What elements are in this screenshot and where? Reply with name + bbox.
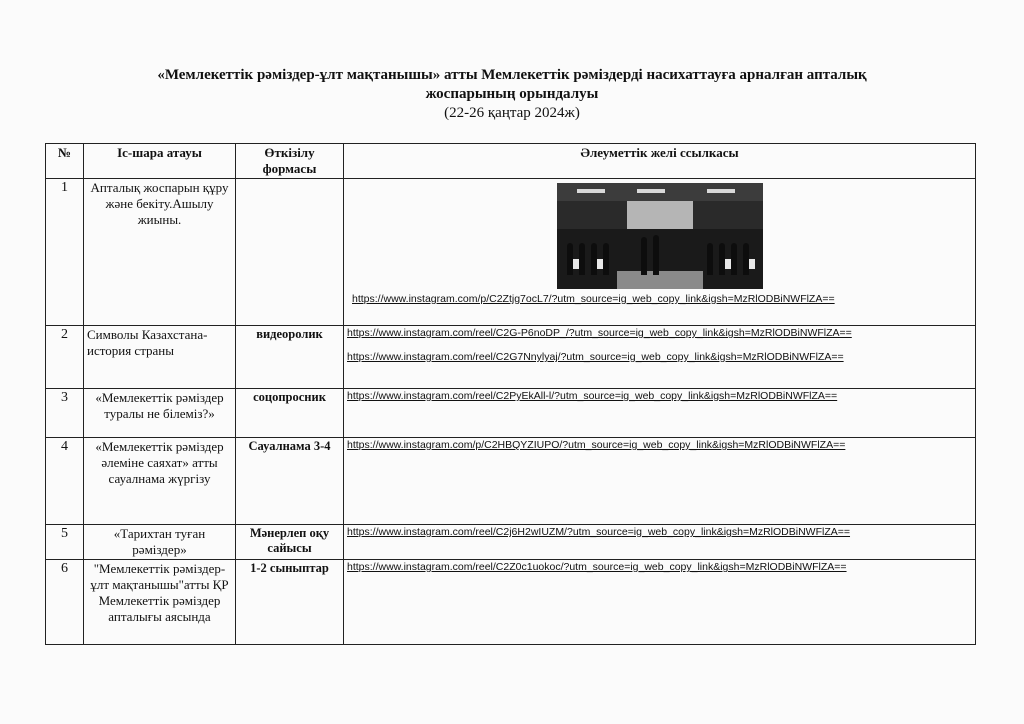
event-format: 1-2 сыныптар: [236, 560, 344, 645]
instagram-link[interactable]: https://www.instagram.com/p/C2Ztjg7ocL7/?utm_source=ig_web_copy_link&igsh=MzRlODBiNWFlZA==: [352, 293, 835, 305]
event-name: Символы Казахстана-история страны: [84, 326, 236, 389]
event-name: «Тарихтан туған рәміздер»: [84, 525, 236, 560]
event-links: [344, 560, 976, 645]
instagram-link[interactable]: https://www.instagram.com/reel/C2PyEkAll-l/?utm_source=ig_web_copy_link&igsh=MzRlODBiNWFlZA==: [347, 390, 838, 402]
event-photo: [557, 183, 763, 289]
event-format: видеоролик: [236, 326, 344, 389]
events-table: [45, 143, 976, 645]
event-format: [236, 179, 344, 326]
event-format: Мәнерлеп оқу сайысы: [236, 525, 344, 560]
table-row: [46, 438, 976, 525]
table-row: [46, 525, 976, 560]
event-format: соцопросник: [236, 389, 344, 438]
title-line-1: «Мемлекеттік рәміздер-ұлт мақтанышы» атты Мемлекеттік рәміздерді насихаттауға арналған апталық: [157, 67, 867, 83]
event-links: [344, 389, 976, 438]
document-title: [40, 66, 984, 123]
instagram-link[interactable]: https://www.instagram.com/reel/C2Z0c1uokoc/?utm_source=ig_web_copy_link&igsh=MzRlODBiNWFlZA==: [347, 561, 847, 573]
event-format: Сауалнама 3-4: [236, 438, 344, 525]
event-links: [344, 179, 976, 326]
event-links: [344, 326, 976, 389]
title-line-2: жоспарының орындалуы: [425, 86, 599, 102]
row-number: 4: [46, 438, 84, 525]
event-links: [344, 525, 976, 560]
instagram-link[interactable]: https://www.instagram.com/reel/C2j6H2wIUZM/?utm_source=ig_web_copy_link&igsh=MzRlODBiNWFlZA==: [347, 526, 851, 538]
instagram-link[interactable]: https://www.instagram.com/reel/C2G-P6noDP_/?utm_source=ig_web_copy_link&igsh=MzRlODBiNWFlZA==: [347, 327, 852, 339]
table-row: [46, 326, 976, 389]
row-number: 5: [46, 525, 84, 560]
row-number: 1: [46, 179, 84, 326]
header-number: №: [46, 144, 84, 179]
header-event-name: Іс-шара атауы: [84, 144, 236, 179]
event-links: [344, 438, 976, 525]
table-row: [46, 560, 976, 645]
header-social-link: Әлеуметтік желі ссылкасы: [344, 144, 976, 179]
event-name: "Мемлекеттік рәміздер-ұлт мақтанышы"атты ҚР Мемлекеттік рәміздер апталығы аясында: [84, 560, 236, 645]
event-name: «Мемлекеттік рәміздер туралы не білеміз?»: [84, 389, 236, 438]
table-row: [46, 389, 976, 438]
table-row: [46, 179, 976, 326]
event-name: Апталық жоспарын құру және бекіту.Ашылу жиыны.: [84, 179, 236, 326]
instagram-link[interactable]: https://www.instagram.com/p/C2HBQYZIUPO/?utm_source=ig_web_copy_link&igsh=MzRlODBiNWFlZA==: [347, 439, 846, 451]
event-name: «Мемлекеттік рәміздер әлеміне саяхат» атты сауалнама жүргізу: [84, 438, 236, 525]
row-number: 3: [46, 389, 84, 438]
row-number: 2: [46, 326, 84, 389]
title-date-range: (22-26 қаңтар 2024ж): [444, 105, 580, 121]
header-format: Өткізілу формасы: [236, 144, 344, 179]
table-header-row: [46, 144, 976, 179]
row-number: 6: [46, 560, 84, 645]
instagram-link[interactable]: https://www.instagram.com/reel/C2G7Nnylyaj/?utm_source=ig_web_copy_link&igsh=MzRlODBiNWFlZA==: [347, 351, 844, 363]
